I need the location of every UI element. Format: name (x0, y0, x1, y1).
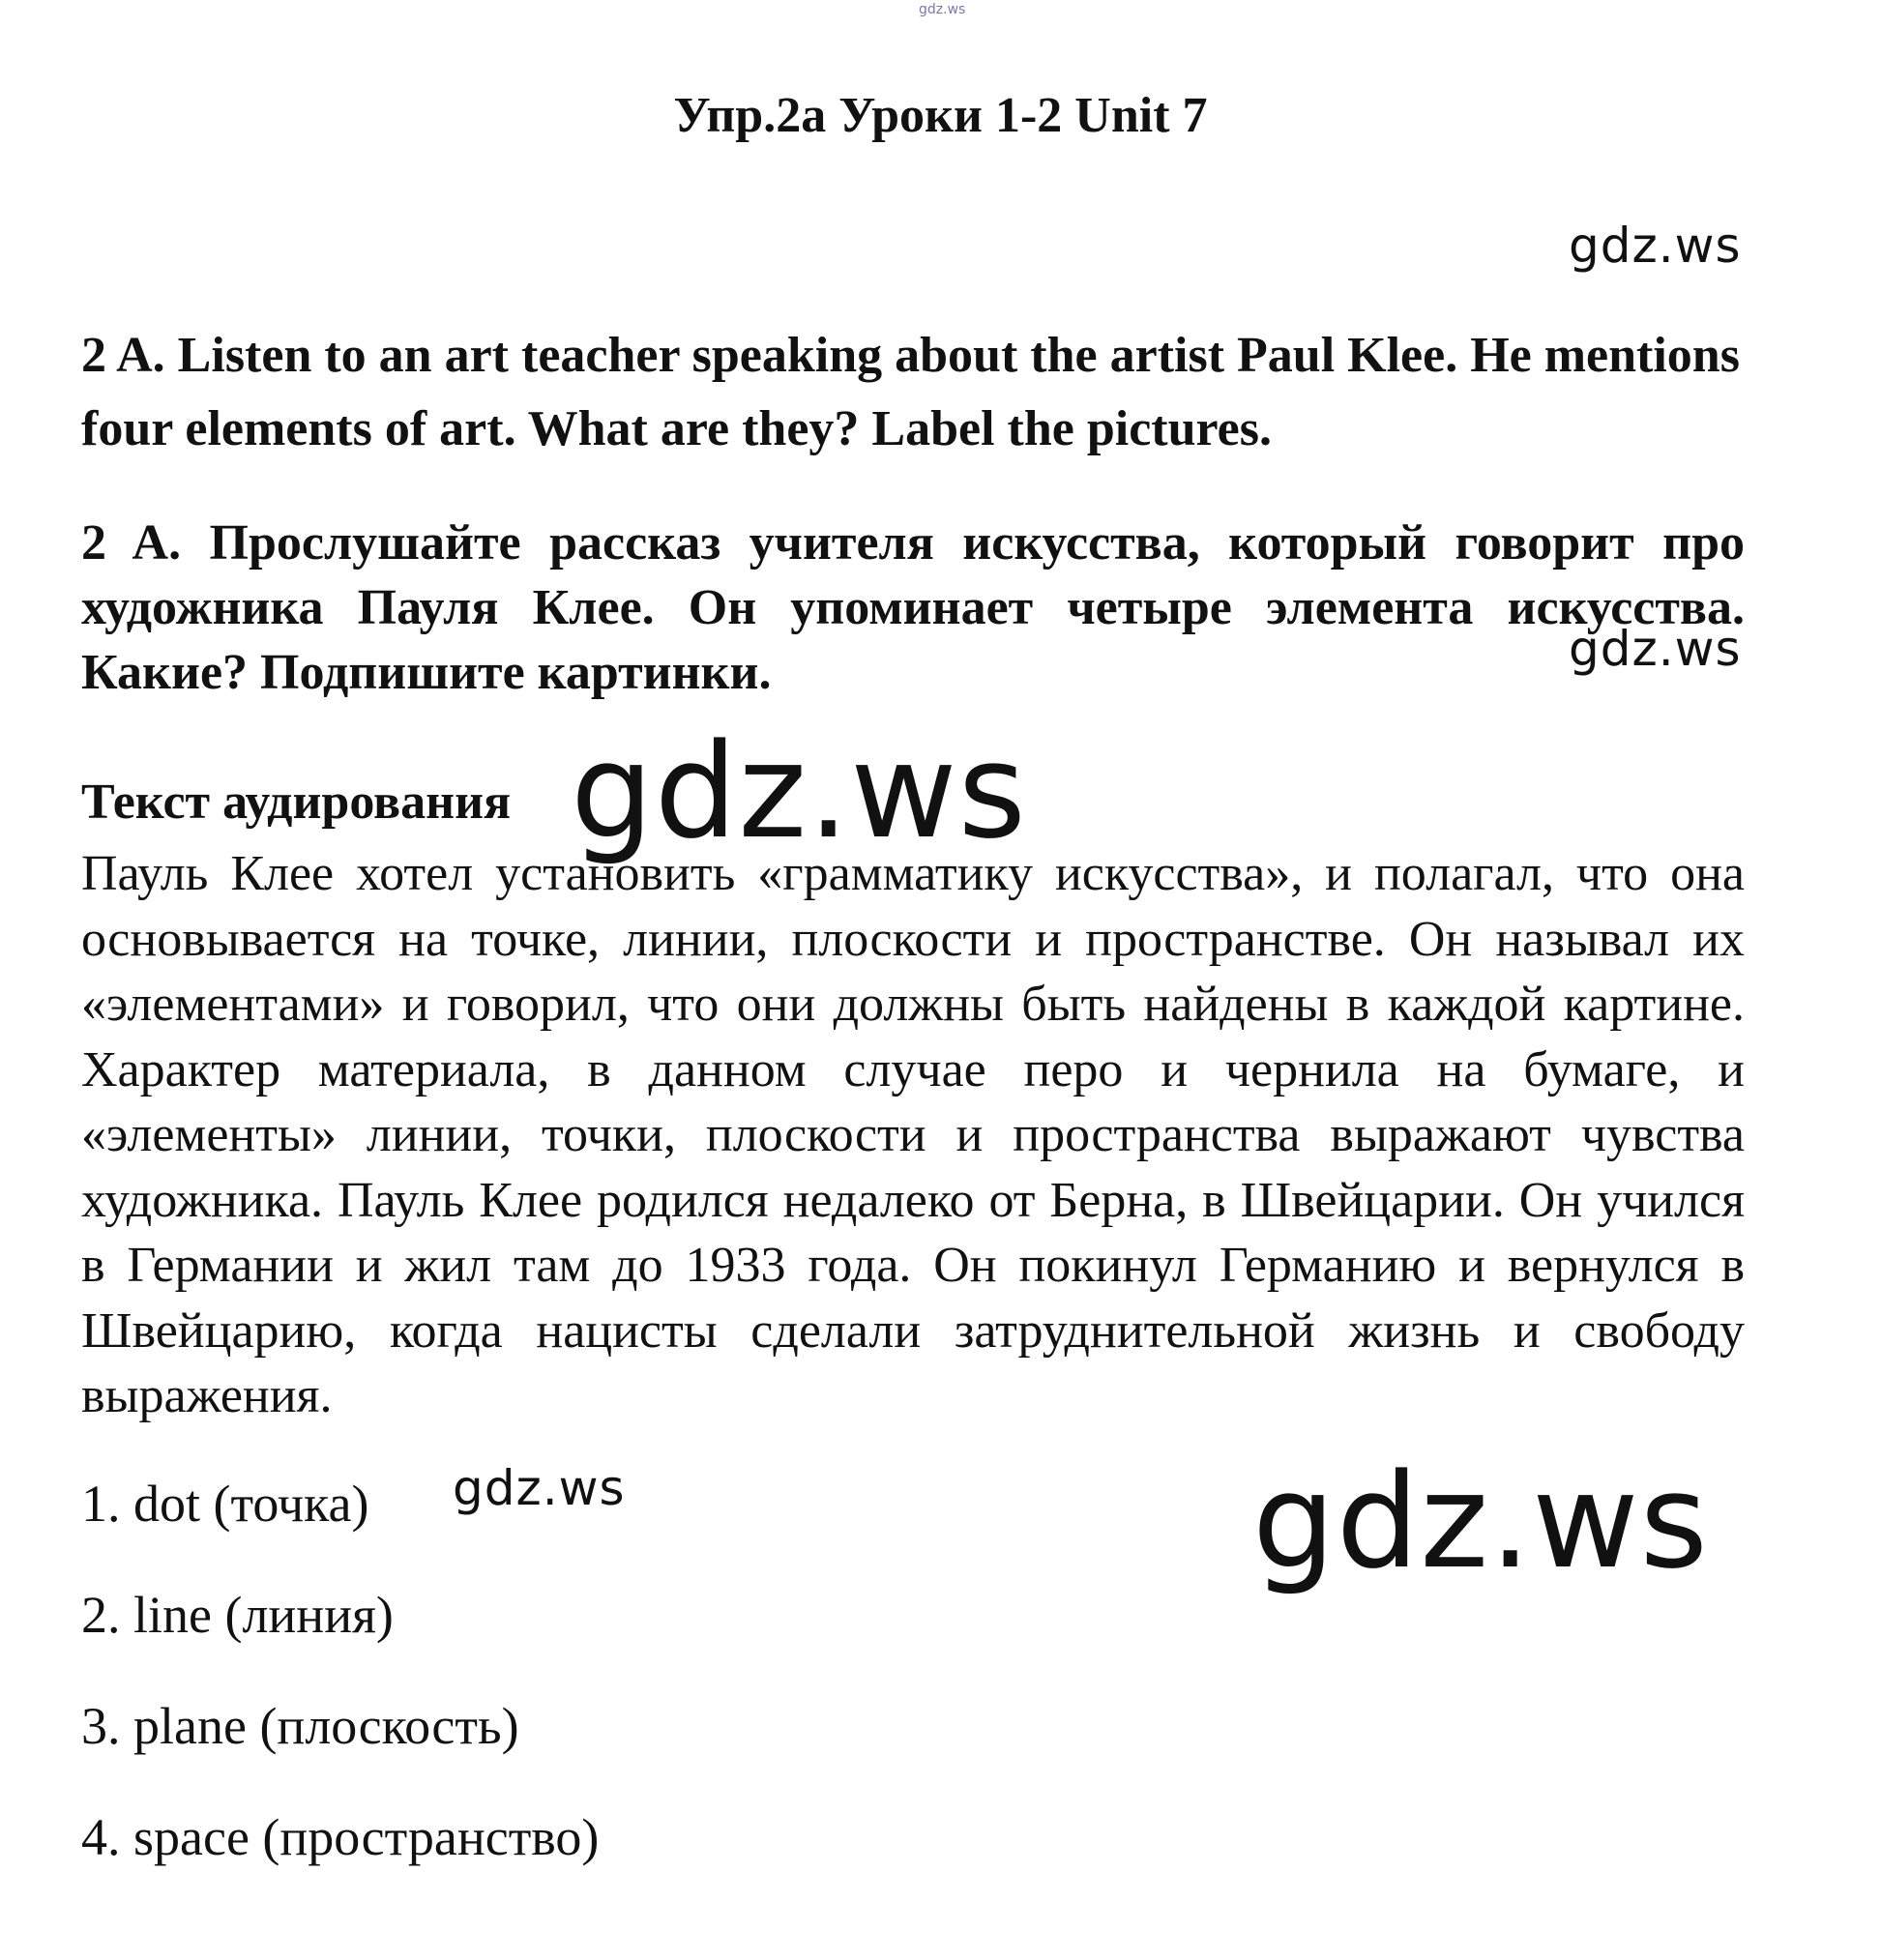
watermark-top-right: gdz.ws (1569, 218, 1742, 274)
listening-text: Пауль Клее хотел установить «грамматику искусства», и полагал, что она основывается на точке, линии, плоскости и пространстве. Он называл их «элементами» и говорил, что они должны быть найдены в каждой картине. Характер материала, в данном случае перо и чернила на бумаге, и «элементы» линии, точки, плоскости и пространства выражают чувства художника. Пауль Клее родился недалеко от Берна, в Швейцарии. Он учился в Германии и жил там до 1933 года. Он покинул Германию и вернулся в Швейцарию, когда нацисты сделали затруднительной жизнь и свободу выражения. (81, 846, 1745, 1423)
page-title: Упр.2a Уроки 1-2 Unit 7 (673, 88, 1208, 143)
watermark-tiny: gdz.ws (919, 2, 966, 17)
answer-list (81, 1470, 599, 1915)
listening-heading: Текст аудирования (81, 775, 512, 830)
answer-item-2: 2. line (линия) (81, 1586, 394, 1644)
answer-item-4: 4. space (пространство) (81, 1808, 600, 1866)
task-russian: 2 A. Прослушайте рассказ учителя искусства, который говорит про художника Пауля Клее. Он упоминает четыре элемента искусства. Какие? Подпишите картинки. (81, 515, 1745, 700)
task-english: 2 A. Listen to an art teacher speaking about the artist Paul Klee. He mentions four elements of art. What are they? Label the pictures. (81, 328, 1740, 456)
watermark-answers-small: gdz.ws (453, 1460, 626, 1516)
watermark-heading-overlay: gdz.ws (571, 716, 1027, 867)
answer-item-1: 1. dot (точка) (81, 1475, 369, 1533)
watermark-answers-large: gdz.ws (1252, 1446, 1709, 1597)
answer-item-3: 3. plane (плоскость) (81, 1697, 519, 1755)
watermark-mid-right: gdz.ws (1569, 621, 1742, 677)
